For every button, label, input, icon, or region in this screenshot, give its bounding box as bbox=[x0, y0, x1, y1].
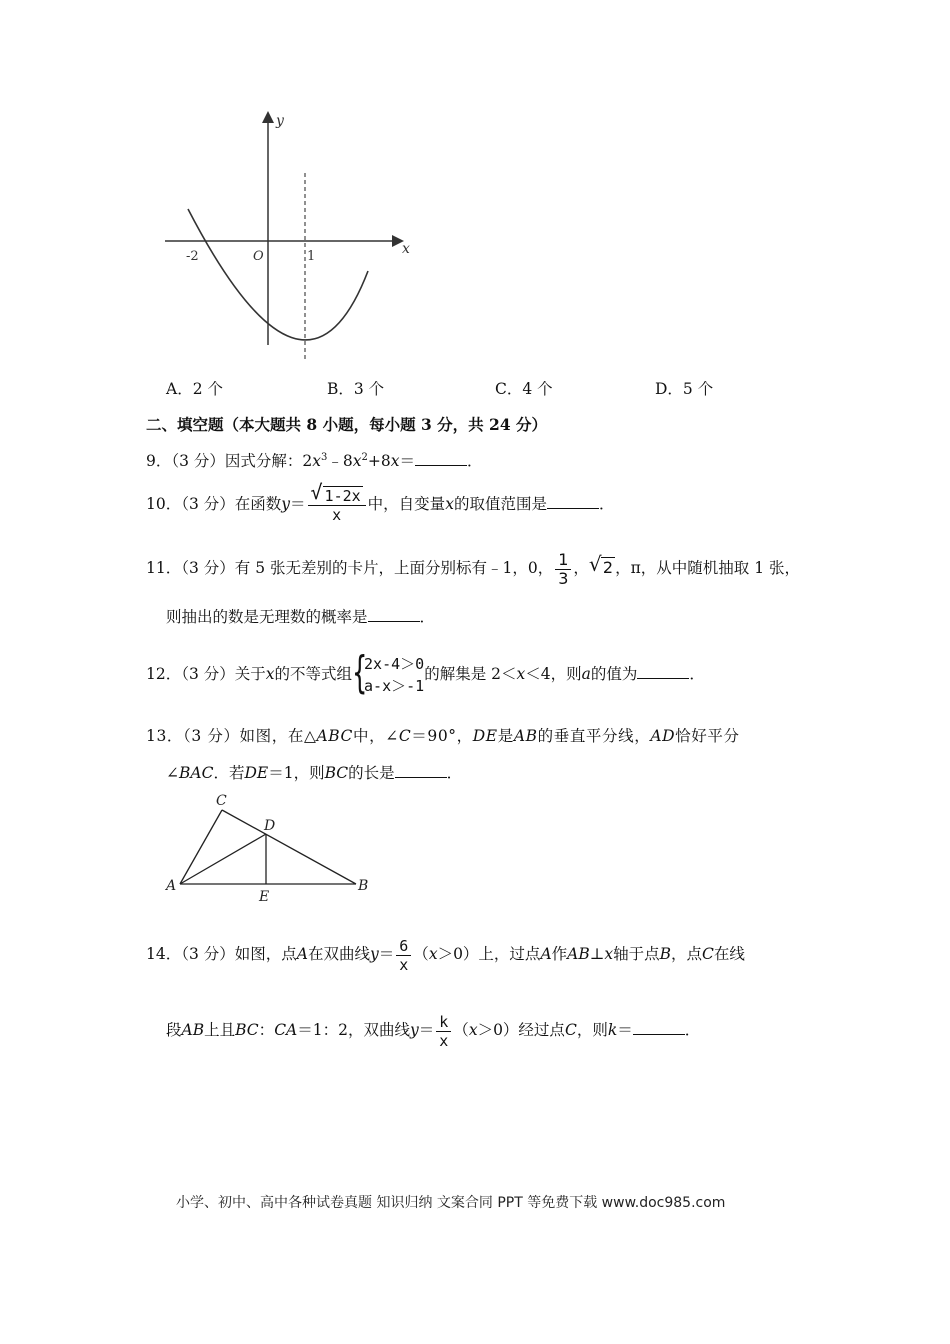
q14-var: y bbox=[409, 1021, 419, 1039]
q9-var: x bbox=[390, 452, 400, 471]
q14-denominator: x bbox=[399, 955, 409, 974]
choice-c: C．4 个 bbox=[495, 380, 553, 398]
q13-text: ．若 bbox=[213, 764, 245, 782]
question-9 bbox=[146, 448, 483, 471]
q14-fraction-1 bbox=[396, 937, 411, 974]
label-c: C bbox=[216, 793, 227, 809]
q11-numerator: 1 bbox=[555, 551, 571, 570]
q14-var: y bbox=[369, 945, 379, 963]
q11-fraction bbox=[555, 551, 571, 588]
side-ac bbox=[180, 810, 222, 884]
answer-blank-12[interactable] bbox=[637, 664, 689, 679]
q10-x: x bbox=[445, 495, 454, 513]
q13-var: AB bbox=[513, 727, 538, 745]
q10-denominator: x bbox=[332, 505, 342, 524]
origin-label: O bbox=[253, 249, 264, 264]
q14-var: A bbox=[296, 945, 308, 963]
answer-blank-13[interactable] bbox=[395, 763, 447, 778]
q14-var: CA bbox=[274, 1021, 298, 1039]
q14-var: k bbox=[607, 1021, 618, 1039]
tick-label-minus2: -2 bbox=[186, 249, 199, 264]
choice-d: D．5 个 bbox=[655, 380, 714, 398]
q10-text: 的取值范围是 bbox=[453, 495, 547, 513]
q12-end: ． bbox=[689, 665, 705, 683]
q9-exp: 2 bbox=[361, 452, 368, 463]
q10-numerator: 1-2x bbox=[324, 486, 361, 505]
choice-a: A．2 个 bbox=[166, 380, 223, 398]
q14-text: ，则 bbox=[576, 1021, 608, 1039]
q13-text: 的垂直平分线， bbox=[537, 727, 651, 745]
answer-blank-14[interactable] bbox=[633, 1020, 685, 1035]
q13-var: AD bbox=[650, 727, 676, 745]
q14-text: 14．（3 分）如图，点 bbox=[146, 945, 297, 963]
segment-ad bbox=[180, 834, 266, 884]
q13-text: 是 bbox=[497, 727, 514, 745]
side-cb bbox=[222, 810, 356, 884]
q9-eq: ＝ bbox=[399, 452, 416, 471]
question-13-line-2 bbox=[166, 763, 462, 783]
q9-var: x bbox=[352, 452, 362, 471]
question-11-line-1 bbox=[146, 548, 800, 588]
q11-denominator: 3 bbox=[558, 568, 569, 588]
q14-text: 轴于点 bbox=[613, 945, 660, 963]
q14-text: ＝1：2，双曲线 bbox=[297, 1021, 410, 1039]
q9-var: x bbox=[312, 452, 322, 471]
q14-text: ＞0）上，过点 bbox=[437, 945, 541, 963]
q11-end: ． bbox=[419, 608, 436, 626]
q13-var: DE bbox=[244, 764, 269, 782]
q10-eq: ＝ bbox=[290, 495, 306, 513]
q10-end: ． bbox=[598, 495, 615, 513]
question-13-line-1 bbox=[146, 726, 740, 746]
q14-text: 在双曲线 bbox=[307, 945, 370, 963]
q11-suffix: ，π，从中随机抽取 1 张， bbox=[615, 559, 800, 577]
q14-var: BC bbox=[235, 1021, 259, 1039]
q14-denominator: x bbox=[439, 1031, 449, 1050]
q11-sqrt: √ 2 bbox=[588, 552, 614, 577]
q14-text: （ bbox=[413, 945, 429, 963]
triangle-figure bbox=[160, 788, 380, 908]
q14-fraction-2 bbox=[436, 1013, 451, 1050]
q14-text: ＝ bbox=[617, 1021, 633, 1039]
question-10 bbox=[146, 479, 615, 524]
q12-row-1: 2x-4＞0 bbox=[364, 655, 425, 673]
q10-prefix: 10．（3 分）在函数 bbox=[146, 495, 282, 513]
q12-x: x bbox=[516, 665, 526, 683]
q12-text: 的解集是 2＜ bbox=[424, 665, 517, 683]
q14-numerator: k bbox=[436, 1013, 451, 1032]
q9-end: ． bbox=[467, 452, 483, 471]
q12-mid: 的不等式组 bbox=[274, 665, 353, 683]
q14-var: C bbox=[564, 1021, 577, 1039]
q13-var: BAC bbox=[179, 764, 214, 782]
q14-text: ＝ bbox=[418, 1021, 435, 1039]
choice-b: B．3 个 bbox=[327, 380, 385, 398]
answer-blank-10[interactable] bbox=[547, 494, 599, 509]
q13-var: DE bbox=[472, 727, 498, 745]
q14-var: AB bbox=[567, 945, 590, 963]
q14-text: ＝ bbox=[378, 945, 395, 963]
q12-inequality-system: { 2x-4＞0 a-x＞-1 bbox=[352, 647, 425, 698]
y-axis-label: y bbox=[276, 113, 284, 129]
section-heading: 二、填空题（本大题共 8 小题，每小题 3 分，共 24 分） bbox=[146, 415, 548, 434]
label-a: A bbox=[166, 878, 177, 894]
q14-text: ⊥ bbox=[589, 945, 605, 963]
q13-text: 的长是 bbox=[348, 764, 395, 782]
answer-blank-9[interactable] bbox=[415, 451, 467, 466]
q12-x: x bbox=[265, 665, 275, 683]
question-14-line-2 bbox=[166, 1010, 700, 1050]
q14-var: C bbox=[702, 945, 714, 963]
q14-var: AB bbox=[181, 1021, 205, 1039]
q9-prefix: 9．（3 分）因式分解：2 bbox=[146, 452, 313, 471]
parabola-curve bbox=[188, 209, 368, 340]
q10-text: 中，自变量 bbox=[367, 495, 446, 513]
q13-var: C bbox=[398, 727, 412, 745]
q13-text: ∠ bbox=[166, 764, 179, 782]
x-axis-label: x bbox=[402, 241, 410, 257]
label-b: B bbox=[358, 878, 369, 894]
q14-var: B bbox=[659, 945, 671, 963]
q11-sep: ， bbox=[573, 559, 589, 577]
question-12 bbox=[146, 647, 705, 698]
q13-text: 中，∠ bbox=[353, 727, 399, 745]
q14-text: ，点 bbox=[670, 945, 702, 963]
q12-prefix: 12．（3 分）关于 bbox=[146, 665, 266, 683]
question-14-line-1 bbox=[146, 934, 745, 974]
q14-var: x bbox=[428, 945, 438, 963]
q13-text: ＝90°， bbox=[411, 727, 473, 745]
q14-text: 上且 bbox=[204, 1021, 236, 1039]
q14-text: ＞0）经过点 bbox=[477, 1021, 565, 1039]
q13-var: BC bbox=[324, 764, 349, 782]
q11-radicand: 2 bbox=[602, 558, 614, 577]
q14-text: 段 bbox=[166, 1021, 182, 1039]
q12-a: a bbox=[581, 665, 591, 683]
label-e: E bbox=[259, 889, 270, 905]
page-footer: 小学、初中、高中各种试卷真题 知识归纳 文案合同 PPT 等免费下载 www.doc985.com bbox=[176, 1195, 726, 1211]
tick-label-1: 1 bbox=[307, 249, 316, 264]
parabola-graph bbox=[150, 105, 430, 370]
label-d: D bbox=[264, 818, 276, 834]
q11-line2: 则抽出的数是无理数的概率是 bbox=[166, 608, 368, 626]
q9-mid: ﹣8 bbox=[327, 452, 353, 471]
q9-exp: 3 bbox=[321, 452, 328, 463]
q14-numerator: 6 bbox=[396, 937, 411, 956]
q12-text: 的值为 bbox=[590, 665, 638, 683]
q10-y: y bbox=[281, 495, 291, 513]
q13-text: ＝1，则 bbox=[268, 764, 325, 782]
q9-mid: +8 bbox=[367, 452, 391, 471]
q14-text: ： bbox=[258, 1021, 275, 1039]
q11-prefix: 11．（3 分）有 5 张无差别的卡片，上面分别标有﹣1，0， bbox=[146, 559, 554, 577]
q12-text: ＜4，则 bbox=[525, 665, 582, 683]
q14-text: 在线 bbox=[713, 945, 745, 963]
q10-fraction: √ 1-2x x bbox=[308, 487, 366, 524]
q14-var: x bbox=[604, 945, 614, 963]
q14-var: A bbox=[540, 945, 552, 963]
q14-text: 作 bbox=[551, 945, 568, 963]
q14-var: x bbox=[468, 1021, 478, 1039]
question-11-line-2 bbox=[166, 607, 435, 627]
answer-blank-11[interactable] bbox=[368, 607, 420, 622]
q12-row-2: a-x＞-1 bbox=[364, 677, 425, 695]
q13-text: 恰好平分 bbox=[675, 727, 740, 745]
q14-text: （ bbox=[453, 1021, 469, 1039]
q14-end: ． bbox=[684, 1021, 701, 1039]
q13-end: ． bbox=[446, 764, 463, 782]
q13-text: 13．（3 分）如图，在△ bbox=[146, 727, 317, 745]
q13-var: ABC bbox=[316, 727, 354, 745]
